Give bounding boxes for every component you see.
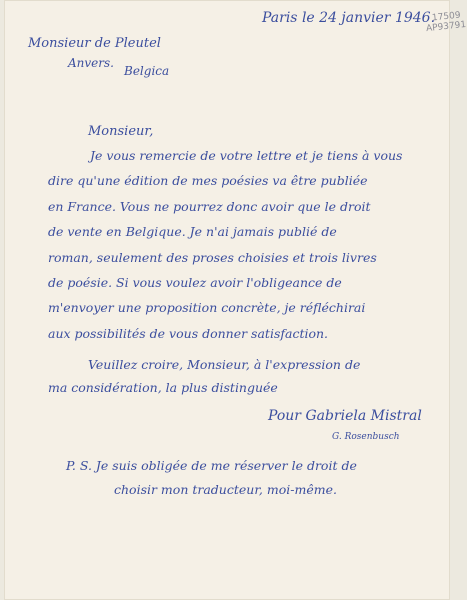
body-line: Je vous remercie de votre lettre et je tiens à vous <box>90 148 403 163</box>
letter-date: Paris le 24 janvier 1946. <box>262 10 436 26</box>
closing-line: Veuillez croire, Monsieur, à l'expression de <box>88 357 361 372</box>
postscript-line: P. S. Je suis obligée de me réserver le droit de <box>66 458 357 473</box>
addressee-name: Monsieur de Pleutel <box>28 36 161 51</box>
signature: Pour Gabriela Mistral <box>268 408 422 424</box>
body-line: de vente en Belgique. Je n'ai jamais publié de <box>48 224 337 239</box>
archive-number-top: 17509 <box>431 10 462 24</box>
signature-initials: G. Rosenbusch <box>332 432 400 442</box>
body-line: roman, seulement des proses choisies et trois livres <box>48 250 377 265</box>
letter-page <box>4 0 467 600</box>
addressee-city: Anvers. <box>68 56 114 70</box>
addressee-country: Belgica <box>124 64 170 78</box>
body-line: m'envoyer une proposition concrète, je réfléchirai <box>48 300 366 315</box>
body-line: dire qu'une édition de mes poésies va être publiée <box>48 173 368 188</box>
body-line: en France. Vous ne pourrez donc avoir que le droit <box>48 199 371 214</box>
postscript-line: choisir mon traducteur, moi-même. <box>114 482 337 497</box>
body-line: de poésie. Si vous voulez avoir l'obligeance de <box>48 275 342 290</box>
salutation: Monsieur, <box>88 124 154 139</box>
body-line: aux possibilités de vous donner satisfaction. <box>48 326 329 341</box>
closing-line: ma considération, la plus distinguée <box>48 380 278 395</box>
archive-number-bottom: AP93791 <box>425 19 467 35</box>
